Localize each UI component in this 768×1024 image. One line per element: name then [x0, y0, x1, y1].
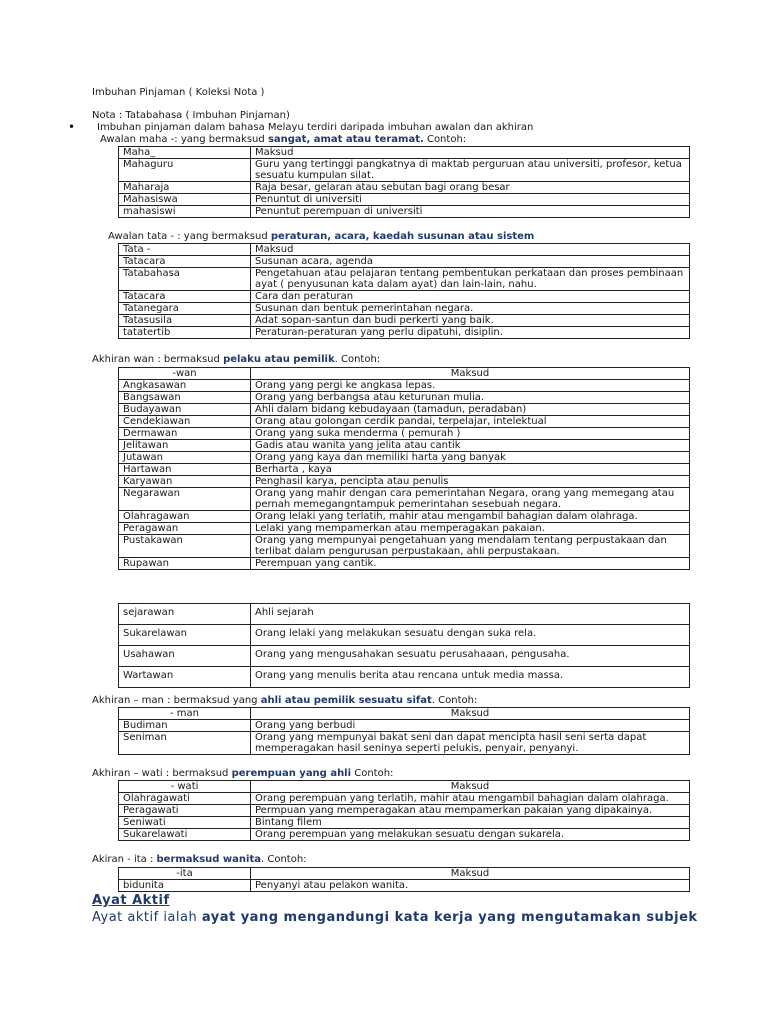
- man-intro: [92, 695, 477, 707]
- table-cell-word: Mahasiswa: [119, 194, 251, 206]
- table-cell-meaning: Permpuan yang memperagakan atau mempamerkan pakaian yang dipakainya.: [251, 805, 690, 817]
- table-row: [119, 452, 690, 464]
- man-suffix: . Contoh:: [431, 695, 478, 706]
- table-header-row: [119, 368, 690, 380]
- table-cell-meaning: Orang yang kaya dan memiliki harta yang banyak: [251, 452, 690, 464]
- table-row: [119, 159, 690, 182]
- table-row: [119, 182, 690, 194]
- table-cell-word: Maharaja: [119, 182, 251, 194]
- wan-table: [118, 367, 690, 570]
- wati-suffix: Contoh:: [351, 768, 394, 779]
- table-cell-word: Seniman: [119, 732, 251, 755]
- maha-intro: [100, 134, 466, 146]
- table-cell-word: Jutawan: [119, 452, 251, 464]
- table-row: [119, 805, 690, 817]
- wan-intro-text: Akhiran wan : bermaksud: [92, 354, 220, 365]
- ayat-aktif-heading: Ayat Aktif: [92, 893, 170, 908]
- man-intro-text: Akhiran – man : bermaksud yang: [92, 695, 258, 706]
- table-row: [119, 625, 690, 646]
- ita-suffix: . Contoh:: [260, 854, 307, 865]
- table-row: [119, 511, 690, 523]
- table-cell-meaning: Lelaki yang mempamerkan atau memperagakan pakaian.: [251, 523, 690, 535]
- table-cell-meaning: Orang atau golongan cerdik pandai, terpelajar, intelektual: [251, 416, 690, 428]
- table-row: [119, 793, 690, 805]
- table-row: [119, 732, 690, 755]
- table-cell-word: sejarawan: [119, 604, 251, 625]
- table-cell-word: Angkasawan: [119, 380, 251, 392]
- table-row: [119, 476, 690, 488]
- table-cell-meaning: Orang perempuan yang terlatih, mahir atau mengambil bahagian dalam olahraga.: [251, 793, 690, 805]
- table-row: [119, 404, 690, 416]
- man-emphasis: ahli atau pemilik sesuatu sifat: [260, 695, 432, 706]
- maha-suffix: Contoh:: [423, 134, 467, 145]
- table-row: [119, 416, 690, 428]
- table-cell-word: Bangsawan: [119, 392, 251, 404]
- wan-table-continued: [118, 603, 690, 688]
- table-cell-word: Budayawan: [119, 404, 251, 416]
- table-row: [119, 880, 690, 892]
- table-cell-meaning: Susunan dan bentuk pemerintahan negara.: [251, 303, 690, 315]
- table-row: [119, 206, 690, 218]
- table-cell-meaning: Orang yang berbudi: [251, 720, 690, 732]
- table-cell-word: mahasiswi: [119, 206, 251, 218]
- table-cell-word: Tatanegara: [119, 303, 251, 315]
- table-header-cell: -wan: [119, 368, 251, 380]
- table-row: [119, 667, 690, 688]
- table-header-cell: Maksud: [251, 368, 690, 380]
- table-cell-meaning: Perempuan yang cantik.: [251, 558, 690, 570]
- table-row: [119, 256, 690, 268]
- maha-intro-text: Awalan maha -: yang bermaksud: [100, 134, 265, 145]
- table-header-row: [119, 244, 690, 256]
- table-cell-word: Wartawan: [119, 667, 251, 688]
- table-cell-meaning: Orang yang suka menderma ( pemurah ): [251, 428, 690, 440]
- man-table: [118, 707, 690, 755]
- table-row: [119, 315, 690, 327]
- table-cell-meaning: Pengetahuan atau pelajaran tentang pembentukan perkataan dan proses pembinaan ayat ( penyusunan kata dalam ayat) dan lain-lain, nahu.: [251, 268, 690, 291]
- table-cell-meaning: Orang yang mengusahakan sesuatu perusahaaan, pengusaha.: [251, 646, 690, 667]
- table-cell-meaning: Raja besar, gelaran atau sebutan bagi orang besar: [251, 182, 690, 194]
- table-header-row: [119, 708, 690, 720]
- table-header-row: [119, 147, 690, 159]
- table-cell-meaning: Ahli dalam bidang kebudayaan (tamadun, peradaban): [251, 404, 690, 416]
- table-row: [119, 194, 690, 206]
- table-cell-word: Negarawan: [119, 488, 251, 511]
- table-header-cell: Maksud: [251, 781, 690, 793]
- tata-intro: [108, 231, 534, 243]
- table-cell-meaning: Cara dan peraturan: [251, 291, 690, 303]
- table-cell-meaning: Bintang filem: [251, 817, 690, 829]
- table-row: [119, 523, 690, 535]
- table-row: [119, 392, 690, 404]
- document-title: Imbuhan Pinjaman ( Koleksi Nota ): [92, 87, 265, 98]
- wati-intro: [92, 768, 393, 780]
- table-row: [119, 535, 690, 558]
- table-cell-word: Seniwati: [119, 817, 251, 829]
- ayat-aktif-paragraph: [92, 910, 698, 925]
- table-cell-meaning: Orang yang mempunyai bakat seni dan dapat mencipta hasil seni serta dapat memperagakan hasil seninya seperti pelukis, penyair, penyanyi.: [251, 732, 690, 755]
- table-header-cell: Maksud: [251, 244, 690, 256]
- table-row: [119, 268, 690, 291]
- table-header-cell: - man: [119, 708, 251, 720]
- table-cell-word: Sukarelawan: [119, 625, 251, 646]
- table-cell-meaning: Susunan acara, agenda: [251, 256, 690, 268]
- table-row: [119, 464, 690, 476]
- table-cell-word: Karyawan: [119, 476, 251, 488]
- table-header-row: [119, 868, 690, 880]
- table-cell-meaning: Orang yang mempunyai pengetahuan yang mendalam tentang perpustakaan dan terlibat dalam pengurusan perpustakaan, ahli perpustakaan.: [251, 535, 690, 558]
- table-row: [119, 817, 690, 829]
- table-cell-word: Rupawan: [119, 558, 251, 570]
- maha-emphasis: sangat, amat atau teramat.: [267, 134, 424, 145]
- table-cell-word: Mahaguru: [119, 159, 251, 182]
- table-cell-meaning: Penyanyi atau pelakon wanita.: [251, 880, 690, 892]
- table-cell-word: Usahawan: [119, 646, 251, 667]
- table-row: [119, 440, 690, 452]
- table-cell-word: Tatacara: [119, 291, 251, 303]
- table-cell-word: Budiman: [119, 720, 251, 732]
- table-cell-meaning: Orang yang berbangsa atau keturunan mulia.: [251, 392, 690, 404]
- table-header-cell: - wati: [119, 781, 251, 793]
- wan-suffix: . Contoh:: [334, 354, 381, 365]
- table-cell-word: Peragawati: [119, 805, 251, 817]
- table-header-cell: Maksud: [251, 147, 690, 159]
- bullet-text: Imbuhan pinjaman dalam bahasa Melayu terdiri daripada imbuhan awalan dan akhiran: [97, 122, 534, 133]
- table-header-cell: -ita: [119, 868, 251, 880]
- table-row: [119, 720, 690, 732]
- tata-emphasis: peraturan, acara, kaedah susunan atau sistem: [270, 231, 535, 242]
- tata-intro-text: Awalan tata - : yang bermaksud: [108, 231, 268, 242]
- table-cell-word: Tatabahasa: [119, 268, 251, 291]
- table-cell-meaning: Orang perempuan yang melakukan sesuatu dengan sukarela.: [251, 829, 690, 841]
- ayat-aktif-bold: ayat yang mengandungi kata kerja yang mengutamakan subjek: [201, 910, 698, 925]
- table-cell-word: Sukarelawati: [119, 829, 251, 841]
- table-row: [119, 380, 690, 392]
- table-cell-word: Cendekiawan: [119, 416, 251, 428]
- tata-table: [118, 243, 690, 339]
- table-row: [119, 488, 690, 511]
- table-cell-word: Peragawan: [119, 523, 251, 535]
- table-row: [119, 604, 690, 625]
- table-row: [119, 829, 690, 841]
- maha-table: [118, 146, 690, 218]
- table-cell-meaning: Ahli sejarah: [251, 604, 690, 625]
- table-cell-meaning: Peraturan-peraturan yang perlu dipatuhi, disiplin.: [251, 327, 690, 339]
- ita-emphasis: bermaksud wanita: [156, 854, 261, 865]
- table-cell-word: Hartawan: [119, 464, 251, 476]
- table-header-cell: Maksud: [251, 708, 690, 720]
- table-row: [119, 646, 690, 667]
- table-cell-word: Dermawan: [119, 428, 251, 440]
- table-cell-word: Olahragawati: [119, 793, 251, 805]
- table-cell-meaning: Gadis atau wanita yang jelita atau cantik: [251, 440, 690, 452]
- ita-table: [118, 867, 690, 892]
- table-cell-word: Tatasusila: [119, 315, 251, 327]
- wati-emphasis: perempuan yang ahli: [231, 768, 352, 779]
- wati-table: [118, 780, 690, 841]
- ayat-aktif-plain: Ayat aktif ialah: [92, 910, 202, 925]
- table-row: [119, 428, 690, 440]
- table-cell-meaning: Adat sopan-santun dan budi perkerti yang baik.: [251, 315, 690, 327]
- table-cell-word: Jelitawan: [119, 440, 251, 452]
- table-cell-word: Tatacara: [119, 256, 251, 268]
- table-cell-word: tatatertib: [119, 327, 251, 339]
- bullet-icon: •: [68, 120, 76, 134]
- table-header-row: [119, 781, 690, 793]
- table-cell-meaning: Orang yang pergi ke angkasa lepas.: [251, 380, 690, 392]
- wati-intro-text: Akhiran – wati : bermaksud: [92, 768, 229, 779]
- table-cell-word: Pustakawan: [119, 535, 251, 558]
- nota-line: Nota : Tatabahasa ( Imbuhan Pinjaman): [92, 110, 290, 121]
- table-header-cell: Maksud: [251, 868, 690, 880]
- wan-emphasis: pelaku atau pemilik: [223, 354, 335, 365]
- table-cell-meaning: Guru yang tertinggi pangkatnya di maktab perguruan atau universiti, profesor, ketua sesuatu kumpulan silat.: [251, 159, 690, 182]
- table-row: [119, 558, 690, 570]
- table-cell-word: bidunita: [119, 880, 251, 892]
- table-cell-meaning: Orang lelaki yang melakukan sesuatu dengan suka rela.: [251, 625, 690, 646]
- table-cell-meaning: Orang yang menulis berita atau rencana untuk media massa.: [251, 667, 690, 688]
- table-header-cell: Tata -: [119, 244, 251, 256]
- table-cell-meaning: Penuntut perempuan di universiti: [251, 206, 690, 218]
- table-header-cell: Maha_: [119, 147, 251, 159]
- table-cell-meaning: Orang lelaki yang terlatih, mahir atau mengambil bahagian dalam olahraga.: [251, 511, 690, 523]
- table-row: [119, 327, 690, 339]
- ita-intro-text: Akiran - ita :: [92, 854, 154, 865]
- table-cell-word: Olahragawan: [119, 511, 251, 523]
- table-row: [119, 291, 690, 303]
- wan-intro: [92, 354, 380, 366]
- table-cell-meaning: Berharta , kaya: [251, 464, 690, 476]
- table-cell-meaning: Penuntut di universiti: [251, 194, 690, 206]
- ita-intro: [92, 854, 307, 866]
- table-cell-meaning: Orang yang mahir dengan cara pemerintahan Negara, orang yang memegang atau pernah memegangntampuk pemerintahan sesebuah negara.: [251, 488, 690, 511]
- table-cell-meaning: Penghasil karya, pencipta atau penulis: [251, 476, 690, 488]
- table-row: [119, 303, 690, 315]
